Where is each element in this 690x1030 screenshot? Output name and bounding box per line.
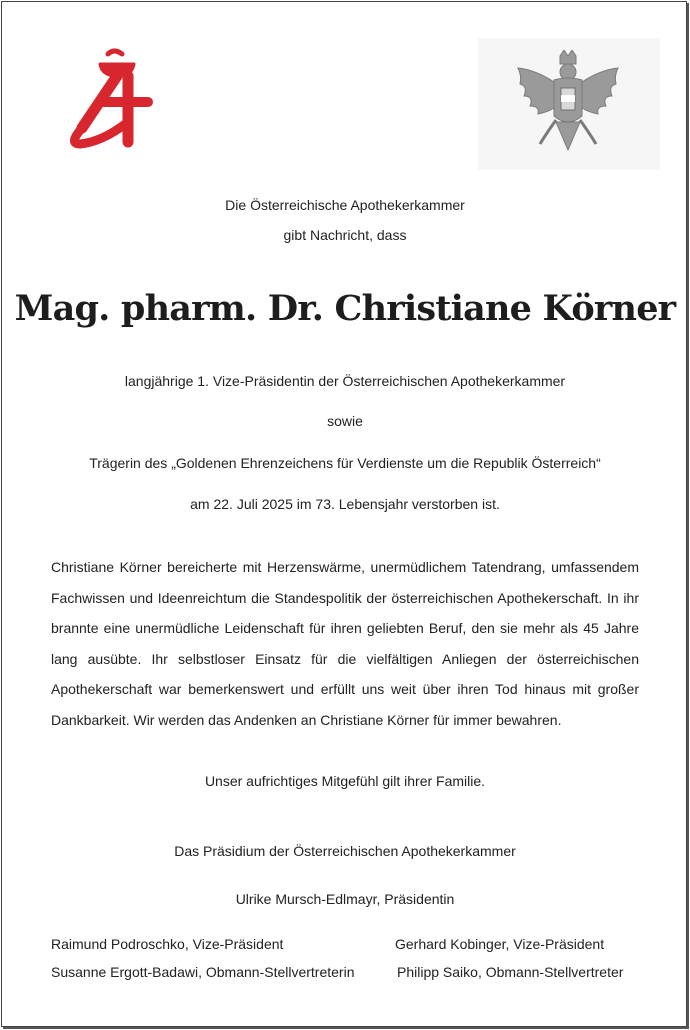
signing-body: Das Präsidium der Österreichischen Apothekerkammer bbox=[174, 843, 516, 859]
role-line: langjährige 1. Vize-Präsidentin der Österreichischen Apothekerkammer bbox=[124, 373, 566, 389]
condolence-line: Unser aufrichtiges Mitgefühl gilt ihrer Familie. bbox=[204, 773, 486, 789]
intro-line-2: gibt Nachricht, dass bbox=[283, 227, 407, 243]
signature-right-1: Gerhard Kobinger, Vize-Präsident bbox=[395, 936, 605, 952]
president-signature: Ulrike Mursch-Edlmayr, Präsidentin bbox=[235, 891, 455, 907]
intro-line-1: Die Österreichische Apothekerkammer bbox=[225, 197, 465, 213]
apotheke-a-logo bbox=[62, 46, 158, 150]
conjunction-line: sowie bbox=[327, 413, 363, 429]
tribute-paragraph: Christiane Körner bereicherte mit Herzenswärme, unermüdlichem Tatendrang, umfassendem Fachwissen und Ideenreichtum die Standespolitik der österreichischen Apothekerschaft. In ihr brannte eine unermüdliche Leidenschaft für ihren geliebten Beruf, den sie mehr als 45 Jahre lang ausübte. Ihr selbstloser Einsatz für die vielfältigen Anliegen der österreichischen Apothekerschaft war bemerkenswert und erfüllt uns weit über ihren Tod hinaus mit großer Dankbarkeit. Wir werden das Andenken an Christiane Körner für immer bewahren. bbox=[51, 559, 639, 728]
deceased-name: Mag. pharm. Dr. Christiane Körner bbox=[14, 288, 676, 329]
award-line: Trägerin des „Goldenen Ehrenzeichens für Verdienste um die Republik Österreich“ bbox=[89, 455, 601, 471]
austrian-eagle-crest bbox=[478, 38, 660, 170]
signature-left-1: Raimund Podroschko, Vize-Präsident bbox=[51, 936, 284, 952]
signature-left-2: Susanne Ergott-Badawi, Obmann-Stellvertreterin bbox=[51, 964, 355, 980]
death-line: am 22. Juli 2025 im 73. Lebensjahr verstorben ist. bbox=[190, 496, 500, 512]
signature-right-2: Philipp Saiko, Obmann-Stellvertreter bbox=[397, 964, 624, 980]
